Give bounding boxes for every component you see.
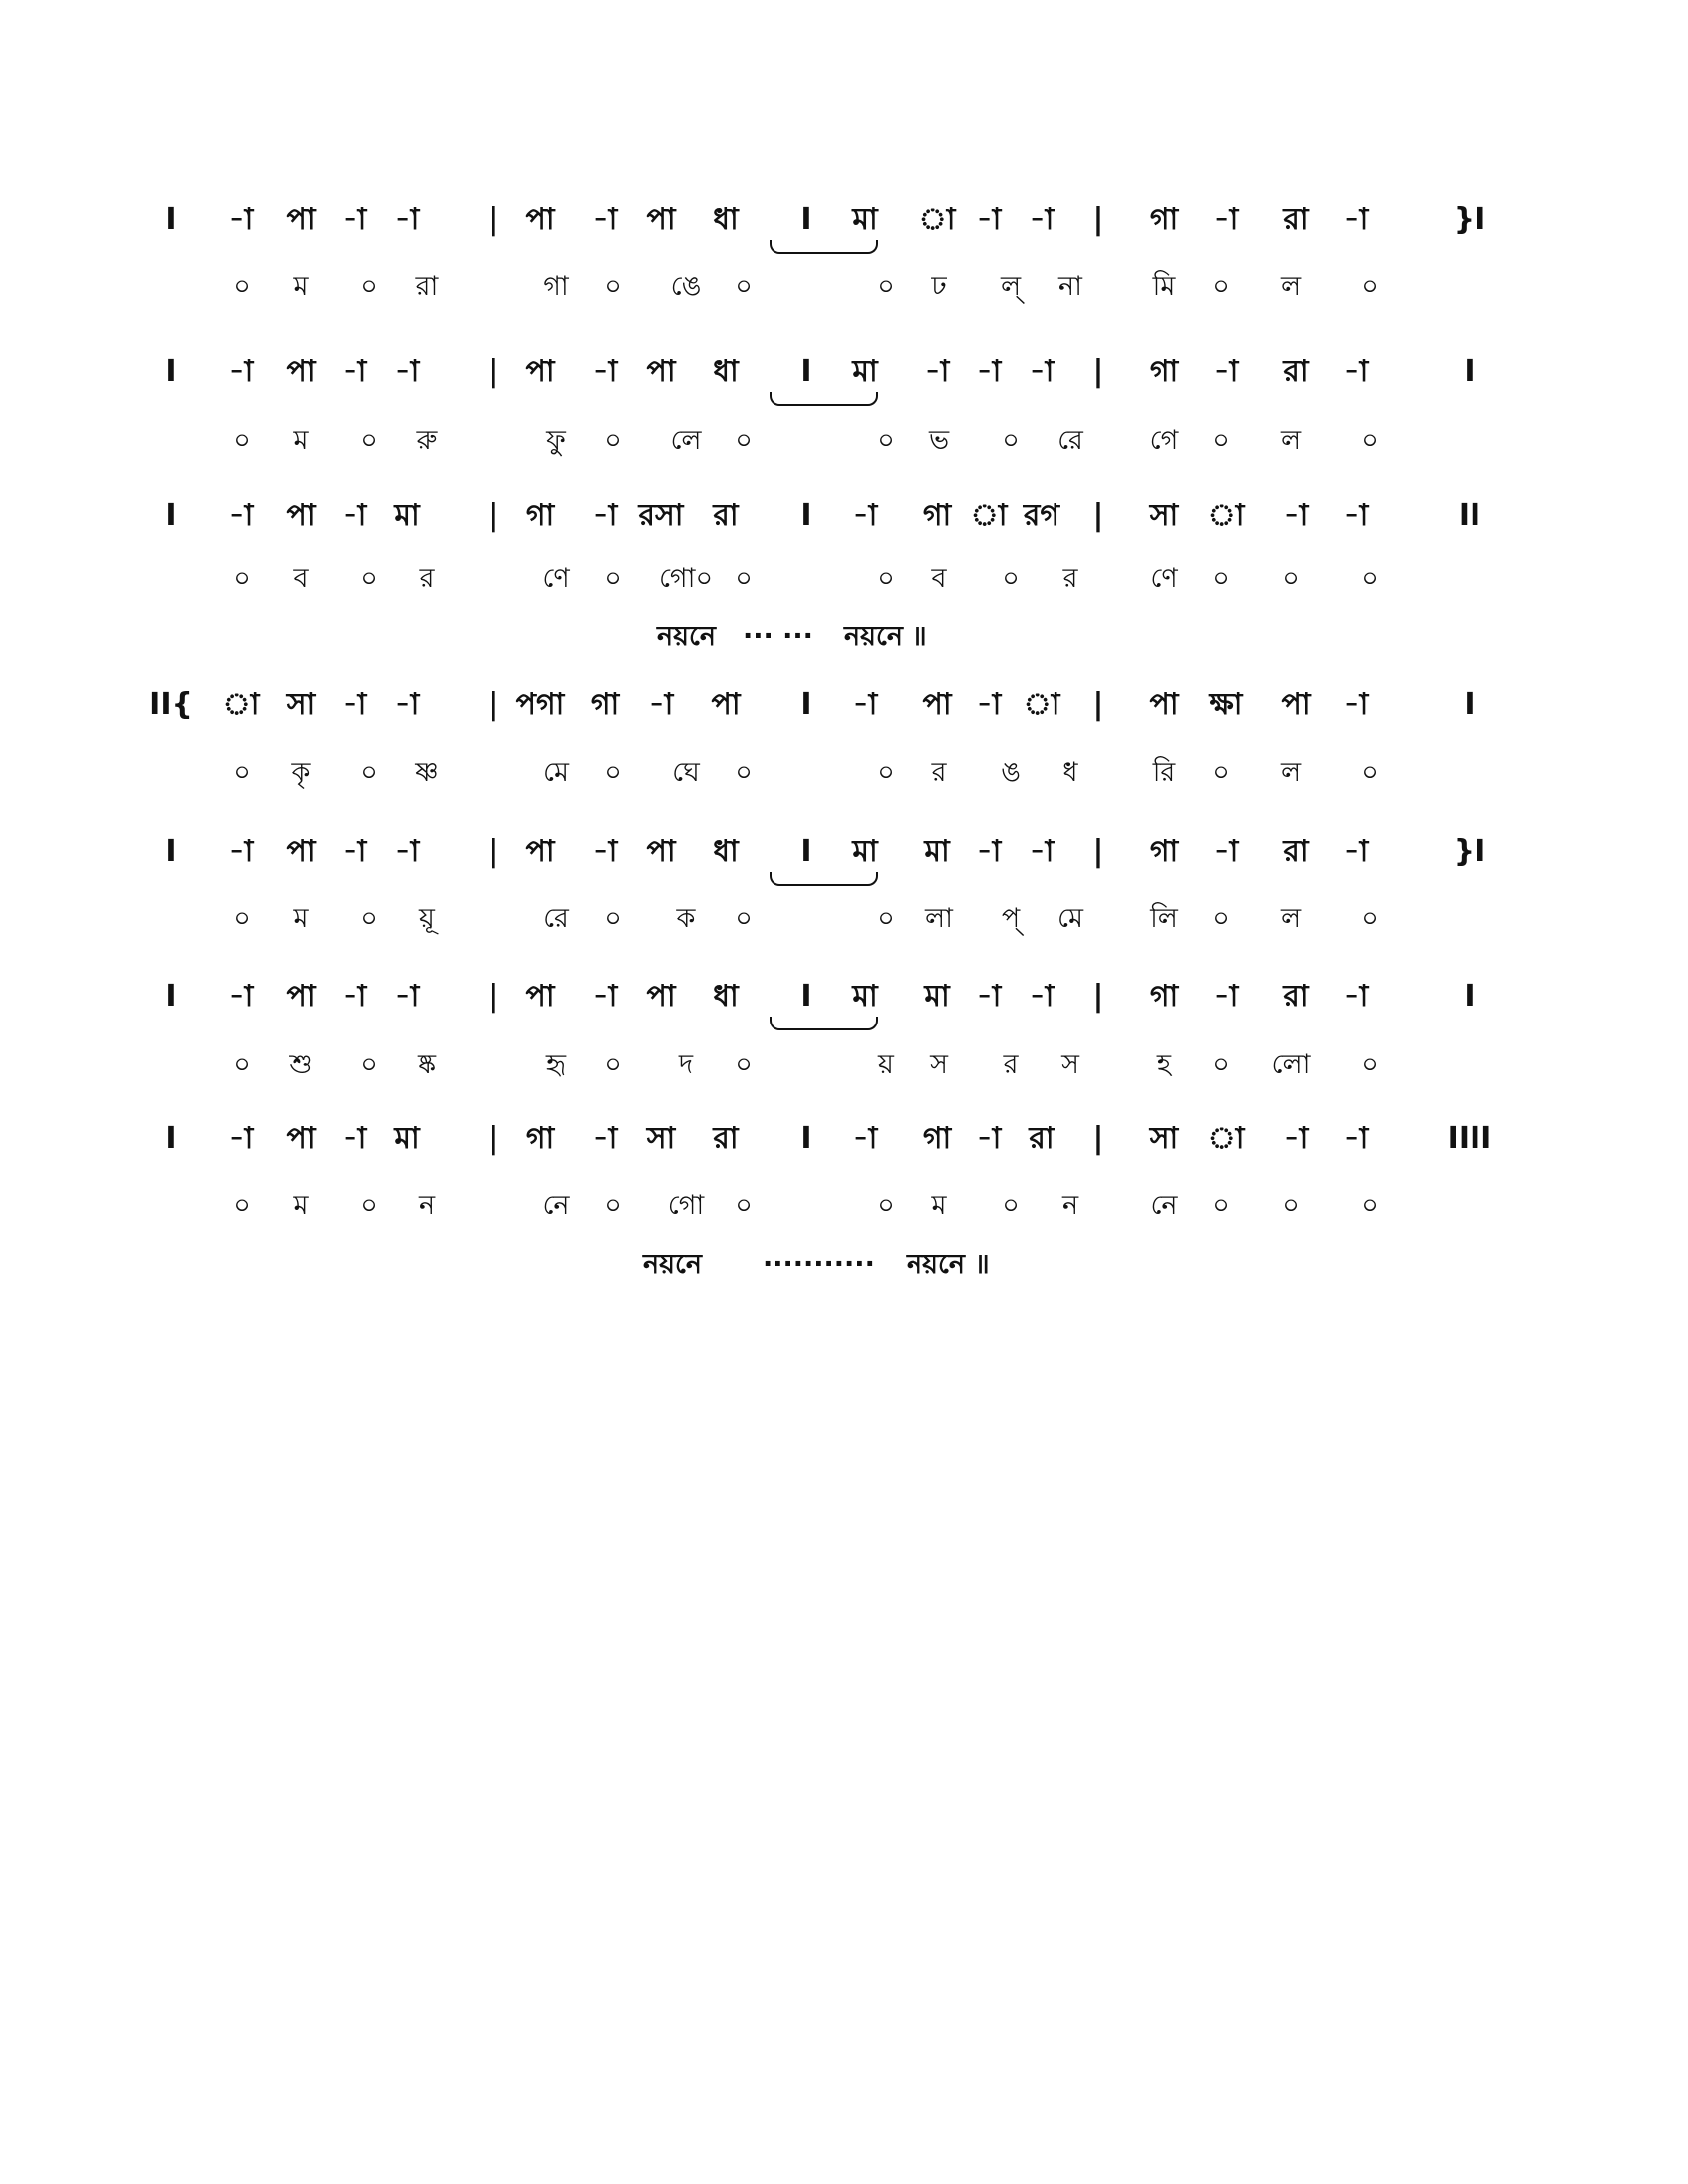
- note-token: পা: [286, 979, 316, 1014]
- note-token: া: [918, 203, 956, 237]
- note-token: -া: [1029, 203, 1055, 237]
- note-token: মা: [852, 834, 878, 869]
- note-token: |: [488, 203, 499, 237]
- note-token: -া: [228, 834, 254, 869]
- note-token: I: [165, 1121, 177, 1156]
- lyric-syllable: ষ্ণ: [415, 757, 439, 788]
- lyric-syllable: ০: [1212, 757, 1230, 788]
- note-token: ধা: [713, 979, 739, 1014]
- lyrics-line: [0, 1043, 1688, 1087]
- lyric-syllable: স: [930, 1049, 948, 1080]
- note-token: }I: [1453, 834, 1486, 869]
- lyric-syllable: র: [1062, 563, 1078, 594]
- note-token: -া: [342, 834, 367, 869]
- lyric-syllable: ০: [877, 903, 895, 934]
- note-token: ক্ষা: [1209, 687, 1243, 722]
- note-token: পা: [286, 354, 316, 389]
- note-token: ধা: [713, 354, 739, 389]
- notes-line: [0, 199, 1688, 242]
- note-token: -া: [648, 687, 674, 722]
- notes-line: [0, 494, 1688, 538]
- lyric-syllable: গো: [667, 1190, 705, 1221]
- note-token: রা: [713, 1121, 739, 1156]
- note-token: -া: [1343, 834, 1369, 869]
- lyric-syllable: ০: [604, 1190, 622, 1221]
- note-token: |: [1092, 687, 1104, 722]
- lyric-syllable: ০: [1361, 563, 1379, 594]
- note-token: -া: [1029, 979, 1055, 1014]
- note-token: গা: [525, 1121, 555, 1156]
- note-token: -া: [592, 1121, 618, 1156]
- note-token: পা: [525, 979, 555, 1014]
- note-token: I: [165, 203, 177, 237]
- lyric-syllable: ০: [604, 563, 622, 594]
- lyric-syllable: ০: [233, 1049, 251, 1080]
- note-token: -া: [342, 203, 367, 237]
- slur-mark: [770, 1017, 878, 1030]
- note-token: |: [488, 498, 499, 533]
- note-token: I: [800, 203, 812, 237]
- note-token: I: [1464, 979, 1476, 1014]
- lyric-syllable: ০: [604, 757, 622, 788]
- note-token: া: [970, 498, 1008, 533]
- note-token: মা: [394, 498, 420, 533]
- lyric-syllable: ০: [1361, 1049, 1379, 1080]
- lyric-syllable: ০: [360, 563, 378, 594]
- lyric-syllable: ০: [735, 757, 753, 788]
- lyrics-line: [0, 265, 1688, 309]
- lyric-syllable: ০: [233, 1190, 251, 1221]
- note-token: -া: [1343, 1121, 1369, 1156]
- note-token: মা: [852, 354, 878, 389]
- note-token: -া: [342, 687, 367, 722]
- lyric-syllable: ০: [360, 903, 378, 934]
- lyric-syllable: গা: [543, 271, 569, 302]
- lyric-syllable: লা: [925, 903, 953, 934]
- lyric-syllable: ফু: [546, 425, 566, 456]
- lyric-syllable: ০: [1212, 271, 1230, 302]
- note-token: I: [800, 687, 812, 722]
- note-token: -া: [924, 354, 950, 389]
- lyrics-line: [0, 897, 1688, 941]
- note-token: I: [165, 498, 177, 533]
- note-token: ধা: [713, 834, 739, 869]
- refrain-end: নয়নে ॥: [907, 1249, 990, 1280]
- refrain-start: নয়নে: [657, 621, 716, 652]
- lyric-syllable: রে: [1057, 425, 1083, 456]
- note-token: রা: [1283, 354, 1309, 389]
- lyric-syllable: হ: [1156, 1049, 1172, 1080]
- note-token: গা: [922, 1121, 952, 1156]
- lyric-syllable: ০: [360, 1049, 378, 1080]
- lyric-syllable: ষ্ক: [417, 1049, 437, 1080]
- note-token: সা: [286, 687, 316, 722]
- note-token: গা: [1149, 354, 1179, 389]
- lyric-syllable: ক: [676, 903, 696, 934]
- note-token: I: [165, 979, 177, 1014]
- lyric-syllable: প্: [1001, 903, 1021, 934]
- note-token: গা: [590, 687, 620, 722]
- note-token: -া: [976, 203, 1002, 237]
- lyric-syllable: ০: [1361, 757, 1379, 788]
- lyric-syllable: ০: [735, 1049, 753, 1080]
- lyric-syllable: ল: [1280, 271, 1302, 302]
- note-token: }I: [1453, 203, 1486, 237]
- lyric-syllable: ০: [1361, 1190, 1379, 1221]
- lyric-syllable: গো০: [658, 563, 714, 594]
- note-token: পা: [646, 203, 676, 237]
- lyric-syllable: ০: [1002, 425, 1020, 456]
- lyric-syllable: ন: [1061, 1190, 1079, 1221]
- note-token: |: [1092, 834, 1104, 869]
- note-token: গা: [922, 498, 952, 533]
- note-token: সা: [1149, 1121, 1179, 1156]
- note-token: -া: [592, 354, 618, 389]
- note-token: রা: [1283, 834, 1309, 869]
- lyric-syllable: র: [419, 563, 435, 594]
- lyric-syllable: ০: [360, 1190, 378, 1221]
- lyric-syllable: ঙে: [670, 271, 702, 302]
- lyric-syllable: ম: [293, 903, 309, 934]
- lyric-syllable: ০: [1212, 903, 1230, 934]
- lyric-syllable: ম: [293, 425, 309, 456]
- note-token: মা: [924, 979, 950, 1014]
- note-token: মা: [394, 1121, 420, 1156]
- note-token: -া: [976, 1121, 1002, 1156]
- note-token: II: [1458, 498, 1481, 533]
- note-token: -া: [228, 498, 254, 533]
- lyric-syllable: ঢ: [931, 271, 947, 302]
- note-token: পা: [922, 687, 952, 722]
- note-token: পা: [646, 979, 676, 1014]
- lyric-syllable: ল: [1280, 757, 1302, 788]
- note-token: IIII: [1447, 1121, 1492, 1156]
- lyric-syllable: ০: [1282, 1190, 1300, 1221]
- note-token: রা: [1029, 1121, 1055, 1156]
- slur-mark: [770, 872, 878, 886]
- note-token: -া: [976, 354, 1002, 389]
- note-token: |: [488, 354, 499, 389]
- note-token: গা: [1149, 203, 1179, 237]
- note-token: পা: [525, 834, 555, 869]
- note-token: I: [1464, 687, 1476, 722]
- note-token: -া: [1029, 354, 1055, 389]
- note-token: -া: [394, 203, 420, 237]
- lyric-syllable: র: [1003, 1049, 1019, 1080]
- note-token: -া: [852, 687, 878, 722]
- lyric-syllable: ০: [1361, 425, 1379, 456]
- note-token: মা: [924, 834, 950, 869]
- note-token: ধা: [713, 203, 739, 237]
- notes-line: [0, 830, 1688, 874]
- lyric-syllable: ম: [931, 1190, 947, 1221]
- lyric-syllable: ০: [233, 271, 251, 302]
- lyric-syllable: নে: [1150, 1190, 1178, 1221]
- lyric-syllable: ০: [1002, 1190, 1020, 1221]
- lyric-syllable: রে: [543, 903, 569, 934]
- lyric-syllable: নে: [542, 1190, 570, 1221]
- note-token: -া: [342, 354, 367, 389]
- note-token: -া: [592, 834, 618, 869]
- note-token: I: [800, 1121, 812, 1156]
- lyric-syllable: ০: [877, 271, 895, 302]
- lyric-syllable: রি: [1152, 757, 1176, 788]
- note-token: I: [1464, 354, 1476, 389]
- note-token: |: [488, 1121, 499, 1156]
- lyric-syllable: ০: [604, 1049, 622, 1080]
- notes-line: [0, 975, 1688, 1019]
- note-token: |: [1092, 203, 1104, 237]
- lyric-syllable: ০: [1282, 563, 1300, 594]
- note-token: সা: [1149, 498, 1179, 533]
- note-token: পা: [525, 203, 555, 237]
- note-token: |: [488, 687, 499, 722]
- note-token: -া: [1343, 203, 1369, 237]
- lyric-syllable: ন: [418, 1190, 436, 1221]
- lyric-syllable: ০: [877, 425, 895, 456]
- note-token: পা: [711, 687, 741, 722]
- note-token: রা: [713, 498, 739, 533]
- note-token: গা: [1149, 834, 1179, 869]
- note-token: -া: [976, 687, 1002, 722]
- lyric-syllable: ০: [233, 757, 251, 788]
- lyric-syllable: রু: [416, 425, 438, 456]
- note-token: -া: [342, 498, 367, 533]
- note-token: -া: [976, 834, 1002, 869]
- note-token: পগা: [515, 687, 565, 722]
- lyric-syllable: লি: [1150, 903, 1178, 934]
- lyric-syllable: গে: [1149, 425, 1179, 456]
- refrain-start: নয়নে: [643, 1249, 702, 1280]
- lyric-syllable: শু: [289, 1049, 313, 1080]
- note-token: -া: [1213, 203, 1239, 237]
- note-token: -া: [228, 354, 254, 389]
- note-token: গা: [525, 498, 555, 533]
- refrain-dots: ···········: [763, 1249, 875, 1280]
- note-token: -া: [394, 687, 420, 722]
- note-token: |: [1092, 979, 1104, 1014]
- lyrics-line: [0, 419, 1688, 463]
- note-token: -া: [592, 203, 618, 237]
- lyric-syllable: মে: [1057, 903, 1083, 934]
- note-token: পা: [286, 203, 316, 237]
- note-token: |: [1092, 1121, 1104, 1156]
- note-token: -া: [852, 1121, 878, 1156]
- lyric-syllable: ০: [604, 271, 622, 302]
- lyric-syllable: ০: [877, 1190, 895, 1221]
- lyric-syllable: ব: [293, 563, 309, 594]
- refrain-end: নয়নে ॥: [844, 621, 927, 652]
- note-token: পা: [286, 498, 316, 533]
- lyric-syllable: ০: [877, 563, 895, 594]
- lyric-syllable: ম: [293, 1190, 309, 1221]
- note-token: I: [800, 834, 812, 869]
- note-token: া: [1207, 1121, 1245, 1156]
- lyric-syllable: ০: [233, 425, 251, 456]
- lyric-syllable: ০: [1212, 563, 1230, 594]
- lyric-syllable: র: [931, 757, 947, 788]
- lyric-syllable: ০: [735, 1190, 753, 1221]
- note-token: -া: [394, 834, 420, 869]
- lyric-syllable: ণে: [1150, 563, 1178, 594]
- lyric-syllable: ০: [604, 903, 622, 934]
- note-token: -া: [1343, 979, 1369, 1014]
- note-token: -া: [852, 498, 878, 533]
- note-token: -া: [1213, 979, 1239, 1014]
- lyric-syllable: ০: [1212, 1049, 1230, 1080]
- note-token: পা: [1281, 687, 1311, 722]
- lyric-syllable: লে: [670, 425, 702, 456]
- slur-mark: [770, 392, 878, 406]
- lyric-syllable: য়: [878, 1049, 894, 1080]
- note-token: I: [165, 834, 177, 869]
- note-token: -া: [1283, 498, 1309, 533]
- note-token: পা: [646, 354, 676, 389]
- note-token: -া: [394, 979, 420, 1014]
- lyric-syllable: ০: [735, 903, 753, 934]
- lyrics-line: [0, 557, 1688, 601]
- lyric-syllable: ধ: [1062, 757, 1078, 788]
- slur-mark: [770, 240, 878, 254]
- note-token: া: [1023, 687, 1060, 722]
- note-token: I: [800, 498, 812, 533]
- note-token: -া: [228, 1121, 254, 1156]
- lyric-syllable: দ: [678, 1049, 694, 1080]
- note-token: I: [800, 354, 812, 389]
- note-token: -া: [1343, 498, 1369, 533]
- lyric-syllable: ০: [1212, 425, 1230, 456]
- lyric-syllable: ণে: [542, 563, 570, 594]
- lyrics-line: [0, 1184, 1688, 1228]
- note-token: মা: [852, 203, 878, 237]
- note-token: |: [488, 979, 499, 1014]
- note-token: পা: [1149, 687, 1179, 722]
- refrain-dots: ··· ···: [743, 621, 813, 652]
- lyric-syllable: রা: [415, 271, 439, 302]
- note-token: গা: [1149, 979, 1179, 1014]
- note-token: রা: [1283, 979, 1309, 1014]
- lyric-syllable: ০: [1361, 271, 1379, 302]
- lyric-syllable: ০: [360, 271, 378, 302]
- lyric-syllable: ঘে: [672, 757, 700, 788]
- lyric-syllable: ব: [931, 563, 947, 594]
- note-token: সা: [646, 1121, 676, 1156]
- note-token: -া: [976, 979, 1002, 1014]
- lyric-syllable: ০: [604, 425, 622, 456]
- note-token: মা: [852, 979, 878, 1014]
- lyric-syllable: ০: [233, 563, 251, 594]
- lyric-syllable: ০: [233, 903, 251, 934]
- lyric-syllable: ০: [877, 757, 895, 788]
- lyrics-line: [0, 751, 1688, 795]
- note-token: -া: [1213, 834, 1239, 869]
- note-token: পা: [525, 354, 555, 389]
- note-token: -া: [1283, 1121, 1309, 1156]
- note-token: |: [1092, 354, 1104, 389]
- lyric-syllable: কৃ: [291, 757, 311, 788]
- lyric-syllable: য়ূ: [419, 903, 435, 934]
- note-token: -া: [592, 979, 618, 1014]
- lyric-syllable: ল: [1280, 425, 1302, 456]
- lyric-syllable: ০: [735, 425, 753, 456]
- note-token: া: [222, 687, 260, 722]
- note-token: -া: [342, 1121, 367, 1156]
- note-token: া: [1207, 498, 1245, 533]
- lyric-syllable: মি: [1152, 271, 1176, 302]
- note-token: -া: [228, 203, 254, 237]
- note-token: I: [165, 354, 177, 389]
- note-token: -া: [394, 354, 420, 389]
- note-token: -া: [1029, 834, 1055, 869]
- note-token: রগ: [1023, 498, 1060, 533]
- note-token: I: [800, 979, 812, 1014]
- notes-line: [0, 1117, 1688, 1160]
- note-token: পা: [646, 834, 676, 869]
- lyric-syllable: ০: [1002, 563, 1020, 594]
- lyric-syllable: হৃ: [545, 1049, 567, 1080]
- note-token: |: [1092, 498, 1104, 533]
- note-token: -া: [342, 979, 367, 1014]
- note-token: |: [488, 834, 499, 869]
- note-token: -া: [228, 979, 254, 1014]
- lyric-syllable: ০: [360, 757, 378, 788]
- lyric-syllable: মে: [543, 757, 569, 788]
- lyric-syllable: ঙ: [1001, 757, 1021, 788]
- lyric-syllable: ০: [735, 563, 753, 594]
- lyric-syllable: ল: [1280, 903, 1302, 934]
- note-token: -া: [1343, 354, 1369, 389]
- note-token: -া: [592, 498, 618, 533]
- note-token: রা: [1283, 203, 1309, 237]
- lyric-syllable: ম: [293, 271, 309, 302]
- note-token: পা: [286, 834, 316, 869]
- note-token: -া: [1213, 354, 1239, 389]
- lyric-syllable: ভ: [928, 425, 950, 456]
- lyric-syllable: ০: [1361, 903, 1379, 934]
- note-token: রসা: [638, 498, 684, 533]
- lyric-syllable: ০: [735, 271, 753, 302]
- lyric-syllable: ল্: [1000, 271, 1022, 302]
- notes-line: [0, 350, 1688, 394]
- lyric-syllable: স: [1061, 1049, 1079, 1080]
- note-token: II{: [149, 687, 193, 722]
- note-token: -া: [1343, 687, 1369, 722]
- lyric-syllable: ০: [1212, 1190, 1230, 1221]
- lyric-syllable: না: [1058, 271, 1082, 302]
- lyric-syllable: ০: [360, 425, 378, 456]
- notes-line: [0, 683, 1688, 727]
- note-token: পা: [286, 1121, 316, 1156]
- lyric-syllable: লো: [1271, 1049, 1311, 1080]
